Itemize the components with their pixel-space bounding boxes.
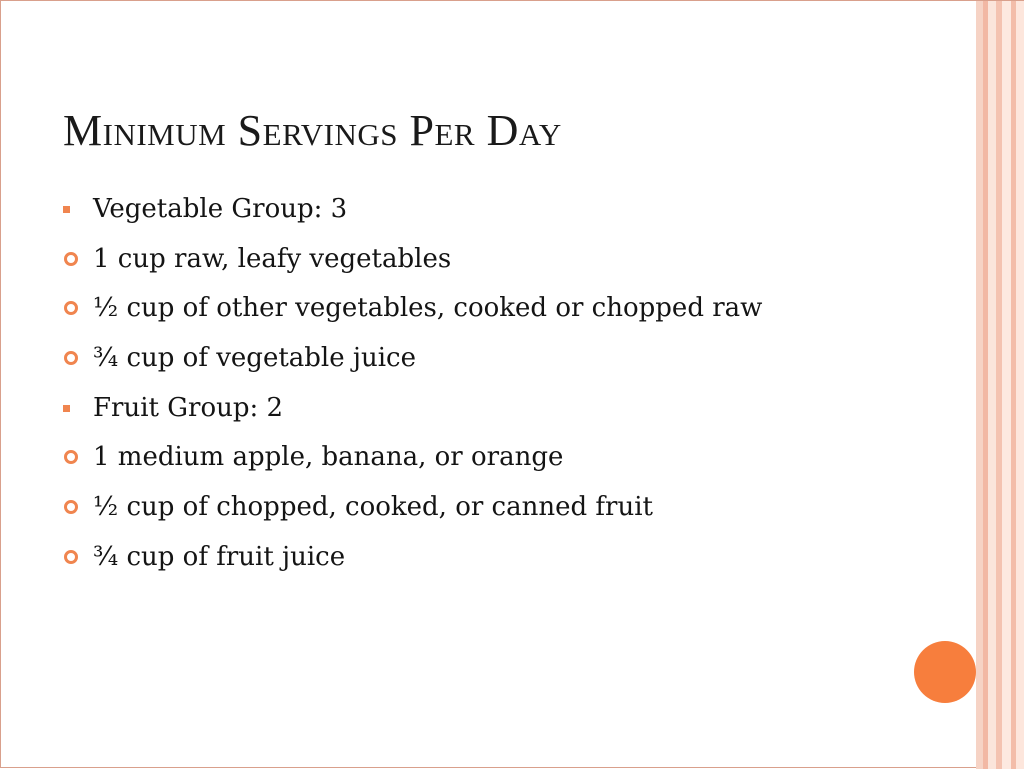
decorative-stripe <box>1002 1 1011 769</box>
circle-bullet-icon <box>64 301 78 315</box>
bullet-item <box>63 187 943 237</box>
bullet-text: ½ cup of other vegetables, cooked or chopped raw <box>93 293 763 324</box>
slide-title: Minimum Servings Per Day <box>63 106 562 155</box>
bullet-text: ¾ cup of vegetable juice <box>93 343 416 374</box>
decorative-stripe <box>988 1 996 769</box>
bullet-item <box>63 386 943 436</box>
circle-bullet-icon <box>64 351 78 365</box>
bullet-text: Vegetable Group: 3 <box>93 194 348 224</box>
bullet-item <box>63 237 943 287</box>
square-bullet-icon <box>63 206 70 213</box>
bullet-item <box>63 535 943 585</box>
circle-bullet-icon <box>64 500 78 514</box>
bullet-item <box>63 435 943 485</box>
bullet-item <box>63 286 943 336</box>
bullet-item <box>63 336 943 386</box>
bullet-text: ½ cup of chopped, cooked, or canned fruit <box>93 492 653 523</box>
bullet-text: ¾ cup of fruit juice <box>93 541 346 572</box>
bullet-text: 1 cup raw, leafy vegetables <box>93 243 452 274</box>
circle-bullet-icon <box>64 450 78 464</box>
decorative-stripe <box>1016 1 1024 769</box>
decorative-stripe <box>976 1 983 769</box>
bullet-text: 1 medium apple, banana, or orange <box>93 442 564 473</box>
circle-bullet-icon <box>64 252 78 266</box>
bullet-list <box>63 187 943 585</box>
bullet-item <box>63 485 943 535</box>
square-bullet-icon <box>63 405 70 412</box>
circle-bullet-icon <box>64 550 78 564</box>
orange-circle-decoration <box>914 641 976 703</box>
bullet-text: Fruit Group: 2 <box>93 392 284 423</box>
